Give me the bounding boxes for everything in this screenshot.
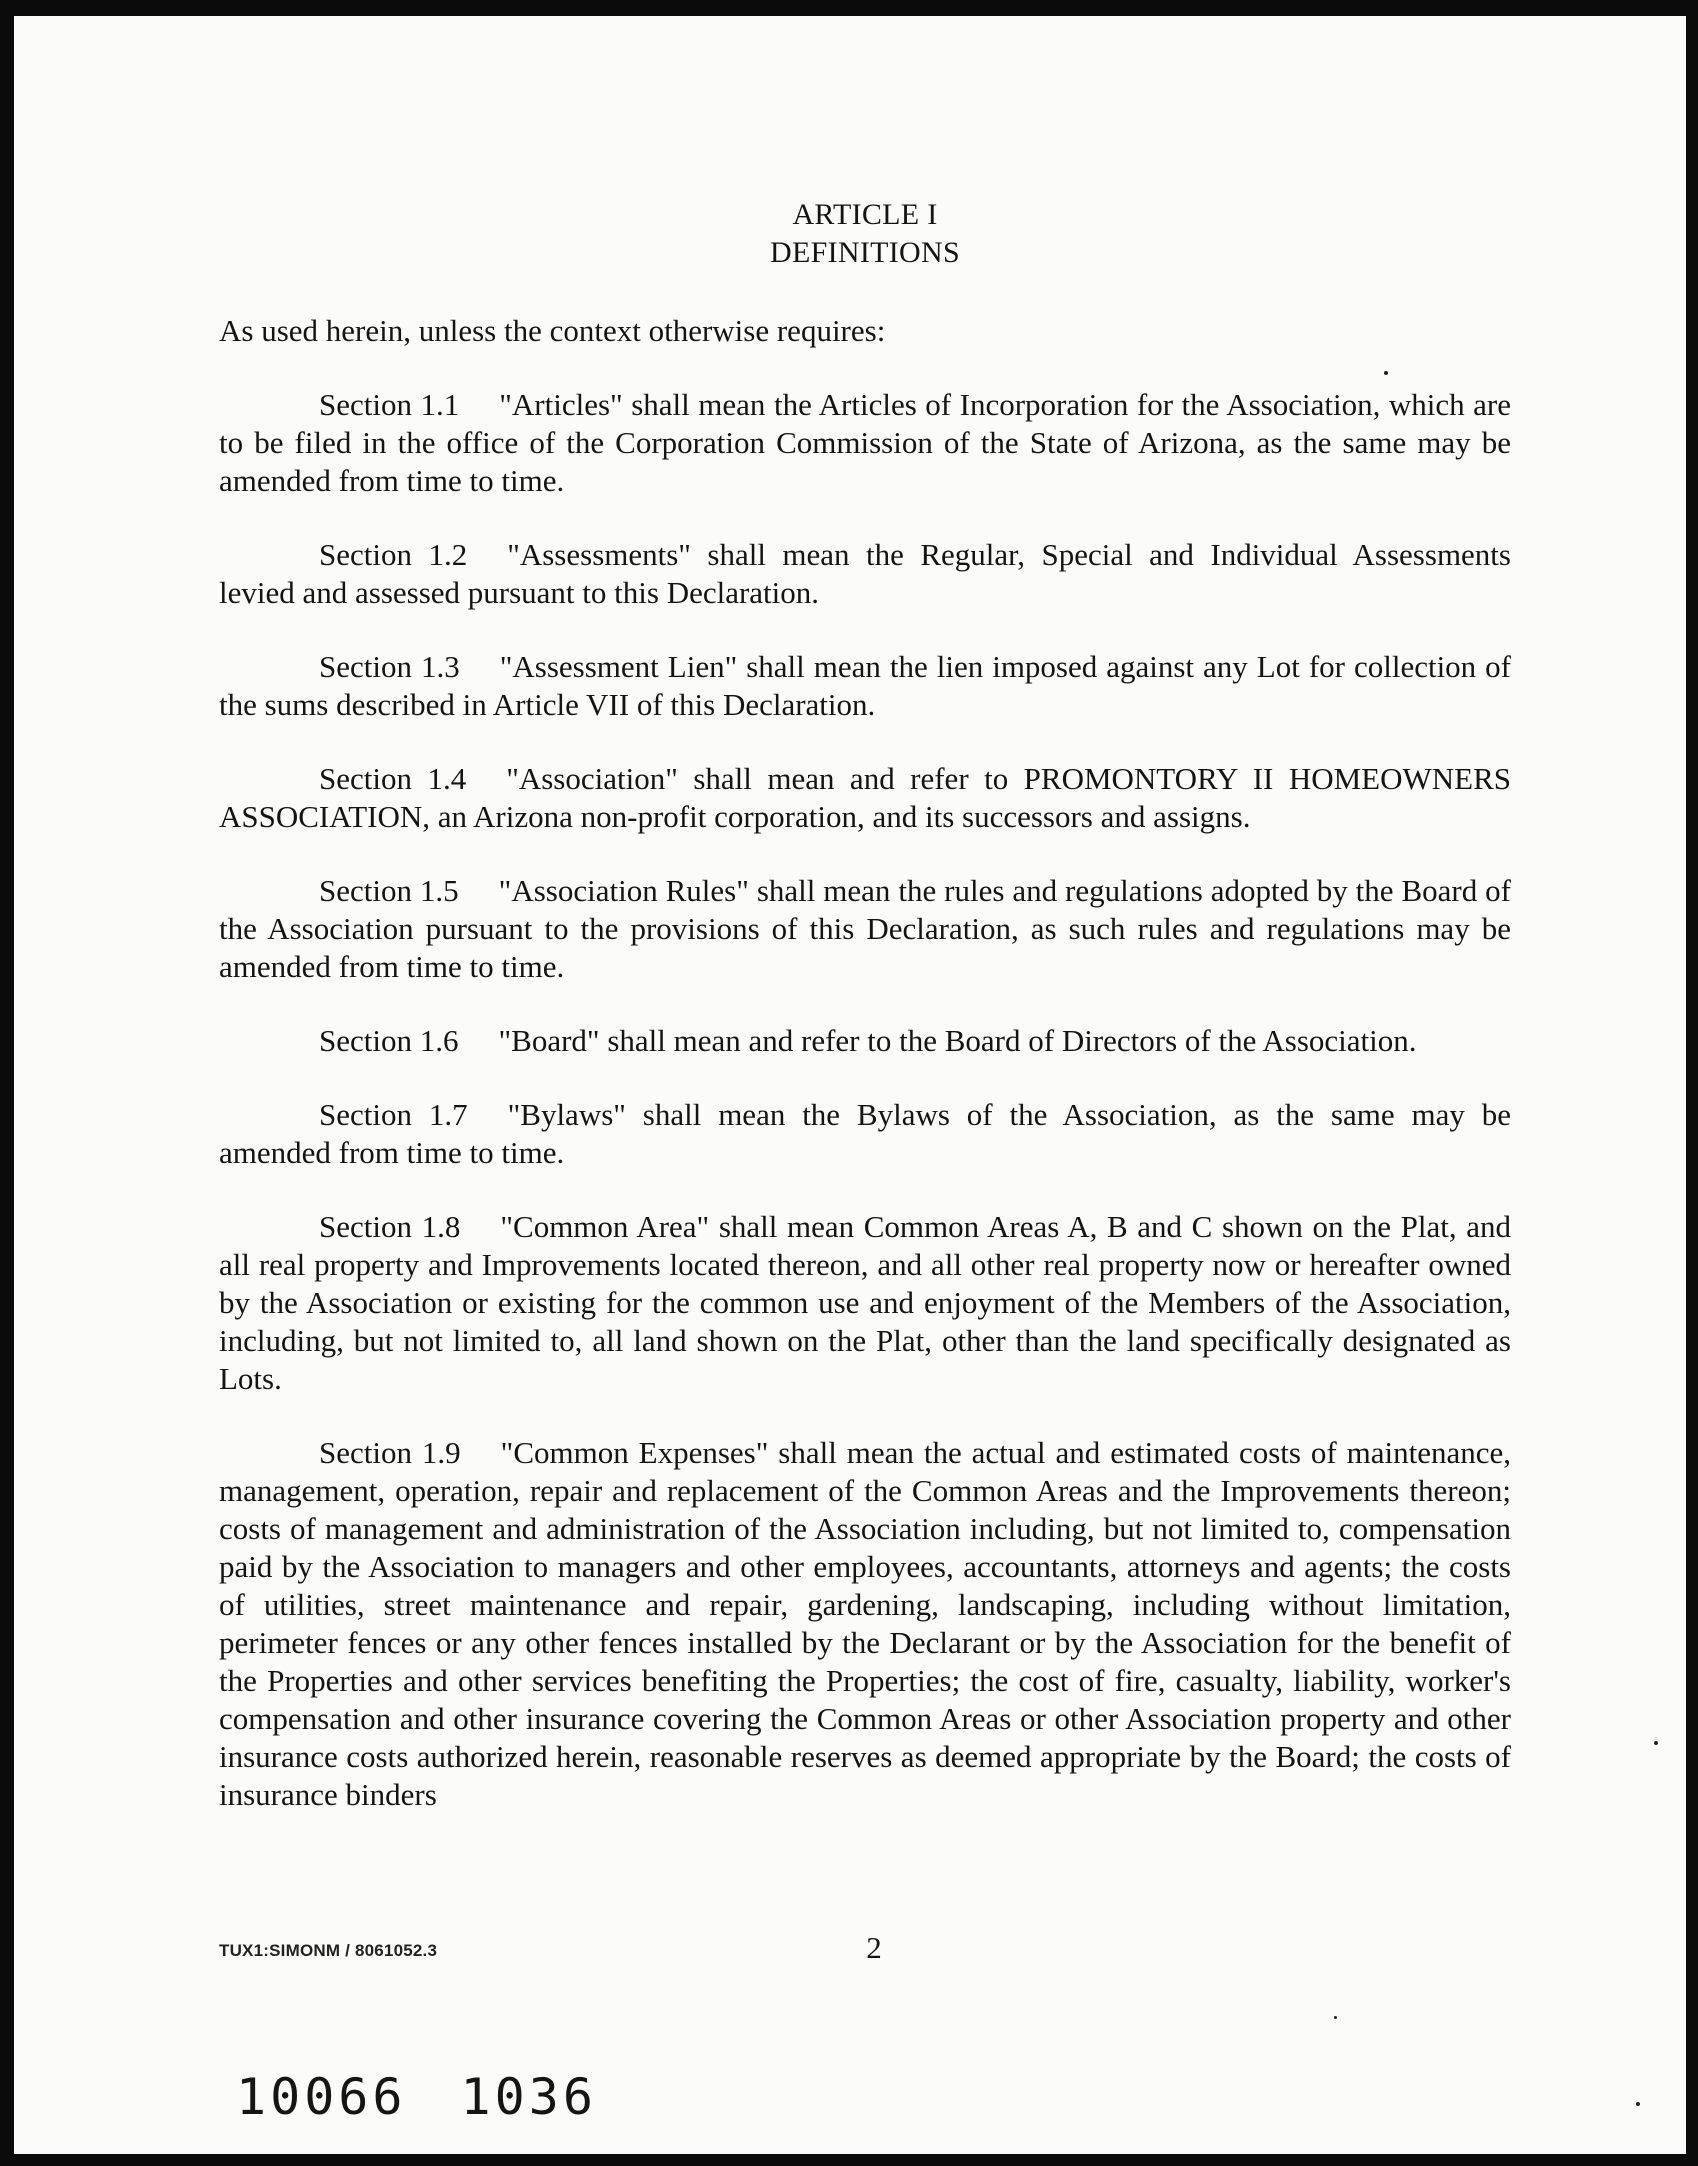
section-1-3 xyxy=(219,648,1511,724)
stamp-page-number: 1036 xyxy=(460,2068,597,2126)
section-number: Section 1.5 xyxy=(319,873,459,908)
section-1-9 xyxy=(219,1434,1511,1814)
section-1-6 xyxy=(219,1022,1511,1060)
section-text: "Assessments" shall mean the Regular, Special and Individual Assessments levied and assessed pursuant to this Declaration. xyxy=(219,537,1511,610)
intro-text: As used herein, unless the context otherwise requires: xyxy=(219,313,886,348)
section-number: Section 1.7 xyxy=(319,1097,468,1132)
section-number: Section 1.9 xyxy=(319,1435,461,1470)
section-number: Section 1.4 xyxy=(319,761,467,796)
footer-document-id: TUX1:SIMONM / 8061052.3 xyxy=(219,1941,438,1960)
article-subtitle: DEFINITIONS xyxy=(770,236,960,269)
section-number: Section 1.1 xyxy=(319,387,460,422)
scan-speck xyxy=(1384,371,1388,375)
section-text: "Articles" shall mean the Articles of Incorporation for the Association, which are to be filed in the office of the Corporation Commission of the State of Arizona, as the same may be amended from time to time. xyxy=(219,387,1511,498)
section-text: "Board" shall mean and refer to the Board of Directors of the Association. xyxy=(498,1023,1417,1058)
section-number: Section 1.3 xyxy=(319,649,460,684)
section-1-4 xyxy=(219,760,1511,836)
article-title: ARTICLE I xyxy=(792,198,938,231)
section-text: "Assessment Lien" shall mean the lien imposed against any Lot for collection of the sums described in Article VII of this Declaration. xyxy=(219,649,1511,722)
section-text: "Common Area" shall mean Common Areas A, B and C shown on the Plat, and all real property and Improvements located thereon, and all other real property now or hereafter owned by the Association or existing for the common use and enjoyment of the Members of the Association, including, but not limited to, all land shown on the Plat, other than the land specifically designated as Lots. xyxy=(219,1209,1511,1396)
section-1-8 xyxy=(219,1208,1511,1398)
section-1-2 xyxy=(219,536,1511,612)
section-text: "Bylaws" shall mean the Bylaws of the Association, as the same may be amended from time to time. xyxy=(219,1097,1511,1170)
scan-speck xyxy=(1654,1741,1658,1745)
section-number: Section 1.8 xyxy=(319,1209,461,1244)
section-1-7 xyxy=(219,1096,1511,1172)
section-text: "Common Expenses" shall mean the actual and estimated costs of maintenance, management, operation, repair and replacement of the Common Areas and the Improvements thereon; costs of management and administration of the Association including, but not limited to, compensation paid by the Association to managers and other employees, accountants, attorneys and agents; the costs of utilities, street maintenance and repair, gardening, landscaping, including without limitation, perimeter fences or any other fences installed by the Declarant or by the Association for the benefit of the Properties and other services benefiting the Properties; the cost of fire, casualty, liability, worker's compensation and other insurance covering the Common Areas or other Association property and other insurance costs authorized herein, reasonable reserves as deemed appropriate by the Board; the costs of insurance binders xyxy=(219,1435,1511,1812)
document-body xyxy=(219,196,1511,1814)
scan-speck xyxy=(1636,2102,1640,2106)
section-text: "Association Rules" shall mean the rules and regulations adopted by the Board of the Association pursuant to the provisions of this Declaration, as such rules and regulations may be amended from time to time. xyxy=(219,873,1511,984)
section-text: "Association" shall mean and refer to PROMONTORY II HOMEOWNERS ASSOCIATION, an Arizona non-profit corporation, and its successors and assigns. xyxy=(219,761,1511,834)
document-page xyxy=(14,16,1686,2154)
section-number: Section 1.2 xyxy=(319,537,468,572)
section-number: Section 1.6 xyxy=(319,1023,459,1058)
recording-stamp xyxy=(236,2068,597,2126)
scan-speck xyxy=(1334,2016,1337,2019)
page-number: 2 xyxy=(866,1930,882,1965)
section-1-5 xyxy=(219,872,1511,986)
stamp-book-number: 10066 xyxy=(236,2068,407,2126)
section-1-1 xyxy=(219,386,1511,500)
